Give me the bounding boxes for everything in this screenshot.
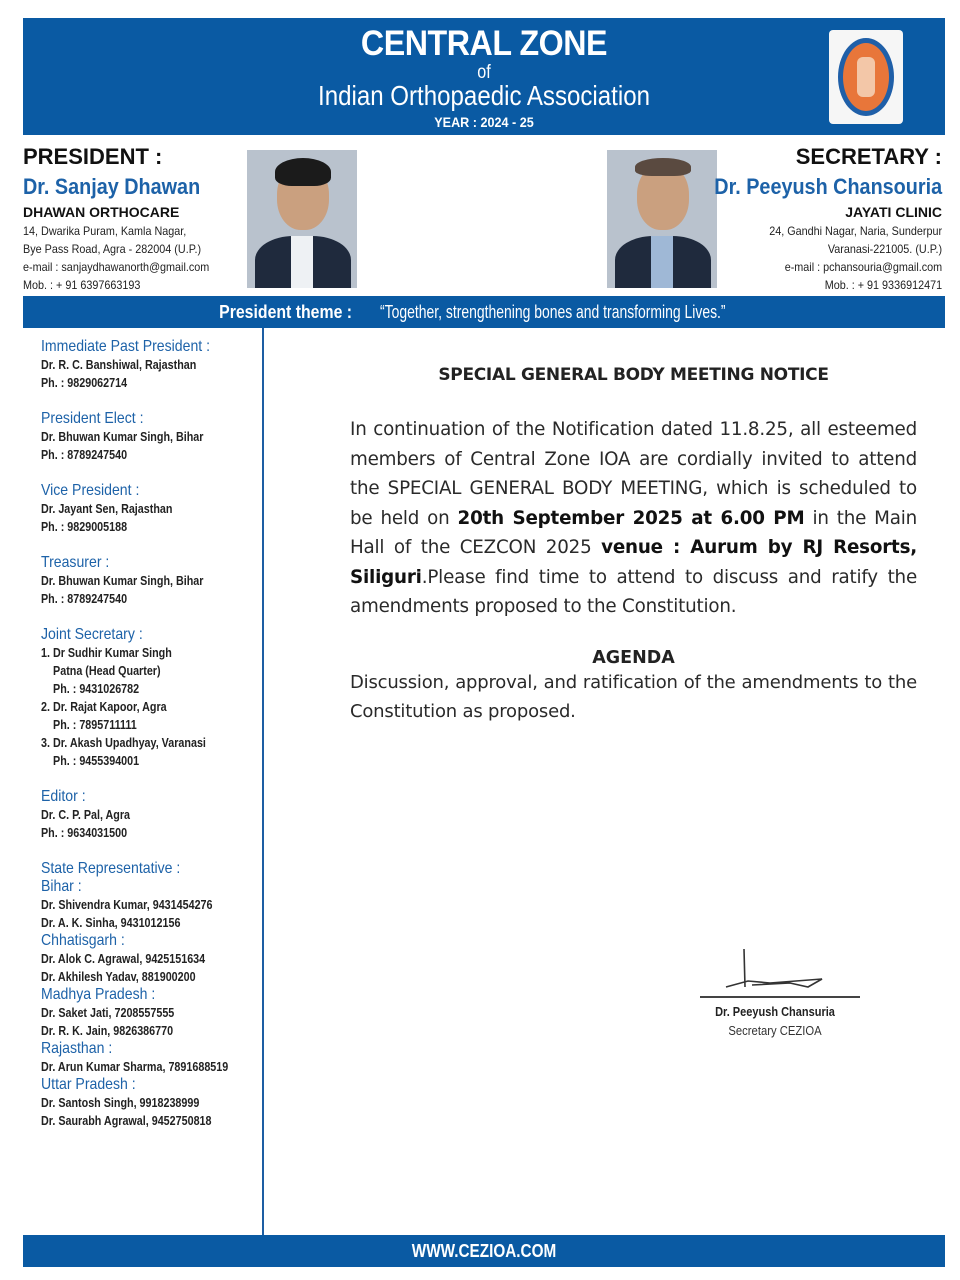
secretary-contact [769, 222, 942, 294]
photo-shirt [291, 236, 313, 288]
immediate-past-president [41, 338, 261, 392]
member-phone: Ph. : 8789247540 [41, 448, 128, 462]
state-heading-madhya-pradesh: Madhya Pradesh : [41, 986, 156, 1003]
photo-hair [635, 158, 691, 176]
year-label: YEAR : 2024 - 25 [434, 114, 534, 130]
theme-label: President theme : [218, 302, 352, 322]
president-name: Dr. Sanjay Dhawan [23, 174, 201, 199]
state-representatives [41, 860, 261, 1130]
state-heading-rajasthan: Rajasthan : [41, 1040, 113, 1057]
header-banner [23, 18, 945, 135]
signature-line [700, 996, 860, 998]
member-phone: Ph. : 9455394001 [53, 754, 140, 768]
meeting-venue: venue : Aurum by RJ Resorts, Siliguri [350, 537, 917, 588]
president-label: PRESIDENT : [23, 144, 163, 169]
secretary-clinic: JAYATI CLINIC [845, 204, 942, 220]
state-member: Dr. Shivendra Kumar, 9431454276 [41, 898, 213, 912]
state-heading-chhatisgarh: Chhatisgarh : [41, 932, 125, 949]
treasurer [41, 554, 261, 608]
member-phone: Ph. : 9829005188 [41, 520, 128, 534]
signatory-role: Secretary CEZIOA [728, 1024, 822, 1038]
state-member: Dr. Santosh Singh, 9918238999 [41, 1096, 200, 1110]
president-theme-bar [23, 296, 945, 328]
member-phone: Ph. : 9634031500 [41, 826, 128, 840]
member-phone: Ph. : 9829062714 [41, 376, 128, 390]
vice-president [41, 482, 261, 536]
theme-content [219, 296, 749, 328]
signature-scribble-icon [720, 945, 840, 995]
secretary-photo [607, 150, 717, 288]
president-photo [247, 150, 357, 288]
member-phone: Ph. : 8789247540 [41, 592, 128, 606]
role-heading: President Elect : [41, 410, 144, 427]
logo-figure [857, 57, 875, 97]
state-member: Dr. Saket Jati, 7208557555 [41, 1006, 175, 1020]
secretary-address-line2: Varanasi-221005. (U.P.) [827, 242, 942, 256]
website-link[interactable]: WWW.CEZIOA.COM [411, 1241, 557, 1261]
theme-text: “Together, strengthening bones and transforming Lives.” [379, 302, 726, 322]
editor [41, 788, 261, 842]
body-text-2: in the Main Hall of the CEZCON 2025 [350, 507, 918, 558]
signatory-name: Dr. Peeyush Chansuria [715, 1005, 835, 1019]
org-title-association: Indian Orthopaedic Association [318, 80, 650, 111]
state-heading-bihar: Bihar : [41, 878, 82, 895]
org-title-central-zone: CENTRAL ZONE [360, 24, 608, 63]
member-name: 1. Dr Sudhir Kumar Singh [41, 646, 172, 660]
notice-content [350, 365, 917, 727]
president-mobile: Mob. : + 91 6397663193 [23, 278, 141, 292]
state-member: Dr. Alok C. Agrawal, 9425151634 [41, 952, 206, 966]
role-heading: Editor : [41, 788, 86, 805]
state-member: Dr. Saurabh Agrawal, 9452750818 [41, 1114, 212, 1128]
joint-secretary [41, 626, 261, 770]
president-elect [41, 410, 261, 464]
role-heading: Treasurer : [41, 554, 110, 571]
member-name: Dr. Jayant Sen, Rajasthan [41, 502, 173, 516]
body-text-1: In continuation of the Notification dated 11.8.25, all esteemed members of Central Zone IOA are cordially invited to attend the SPECIAL GENERAL BODY MEETING, which is scheduled to be held on [350, 419, 917, 529]
meeting-date-time: 20th September 2025 at 6.00 PM [457, 507, 805, 529]
member-phone: Ph. : 7895711111 [53, 718, 137, 732]
member-name: Dr. Bhuwan Kumar Singh, Bihar [41, 430, 204, 444]
logo-ring [838, 38, 894, 116]
notice-title: SPECIAL GENERAL BODY MEETING NOTICE [438, 365, 829, 385]
role-heading: Joint Secretary : [41, 626, 143, 643]
role-heading: Immediate Past President : [41, 338, 211, 355]
member-name: 2. Dr. Rajat Kapoor, Agra [41, 700, 167, 714]
state-member: Dr. Arun Kumar Sharma, 7891688519 [41, 1060, 229, 1074]
president-contact [23, 222, 209, 294]
member-name: Dr. Bhuwan Kumar Singh, Bihar [41, 574, 204, 588]
president-clinic: DHAWAN ORTHOCARE [23, 204, 180, 220]
president-email[interactable]: e-mail : sanjaydhawanorth@gmail.com [23, 260, 210, 274]
state-heading-uttar-pradesh: Uttar Pradesh : [41, 1076, 136, 1093]
president-address-line1: 14, Dwarika Puram, Kamla Nagar, [23, 224, 187, 238]
member-location: Patna (Head Quarter) [53, 664, 161, 678]
member-name: Dr. R. C. Banshiwal, Rajasthan [41, 358, 197, 372]
member-name: 3. Dr. Akash Upadhyay, Varanasi [41, 736, 206, 750]
agenda-text: Discussion, approval, and ratification of the amendments to the Constitution as proposed. [350, 671, 917, 722]
office-bearers-sidebar [41, 338, 261, 1148]
footer-bar [23, 1235, 945, 1267]
secretary-address-line1: 24, Gandhi Nagar, Naria, Sunderpur [769, 224, 942, 238]
role-heading: Vice President : [41, 482, 140, 499]
photo-shirt [651, 236, 673, 288]
notice-body [350, 415, 917, 622]
secretary-name: Dr. Peeyush Chansouria [714, 174, 942, 199]
secretary-email[interactable]: e-mail : pchansouria@gmail.com [784, 260, 942, 274]
state-member: Dr. R. K. Jain, 9826386770 [41, 1024, 174, 1038]
body-text-3: .Please find time to attend to discuss and ratify the amendments proposed to the Constitution. [350, 566, 917, 617]
state-member: Dr. A. K. Sinha, 9431012156 [41, 916, 181, 930]
org-title-of: of [477, 62, 491, 83]
secretary-mobile: Mob. : + 91 9336912471 [824, 278, 942, 292]
member-name: Dr. C. P. Pal, Agra [41, 808, 131, 822]
agenda-title: AGENDA [592, 647, 675, 668]
member-phone: Ph. : 9431026782 [53, 682, 140, 696]
role-heading: State Representative : [41, 860, 181, 877]
column-divider [262, 328, 264, 1236]
ioa-emblem-logo-icon [829, 30, 903, 124]
photo-hair [275, 158, 331, 186]
secretary-label: SECRETARY : [795, 144, 942, 169]
president-address-line2: Bye Pass Road, Agra - 282004 (U.P.) [23, 242, 202, 256]
state-member: Dr. Akhilesh Yadav, 881900200 [41, 970, 196, 984]
